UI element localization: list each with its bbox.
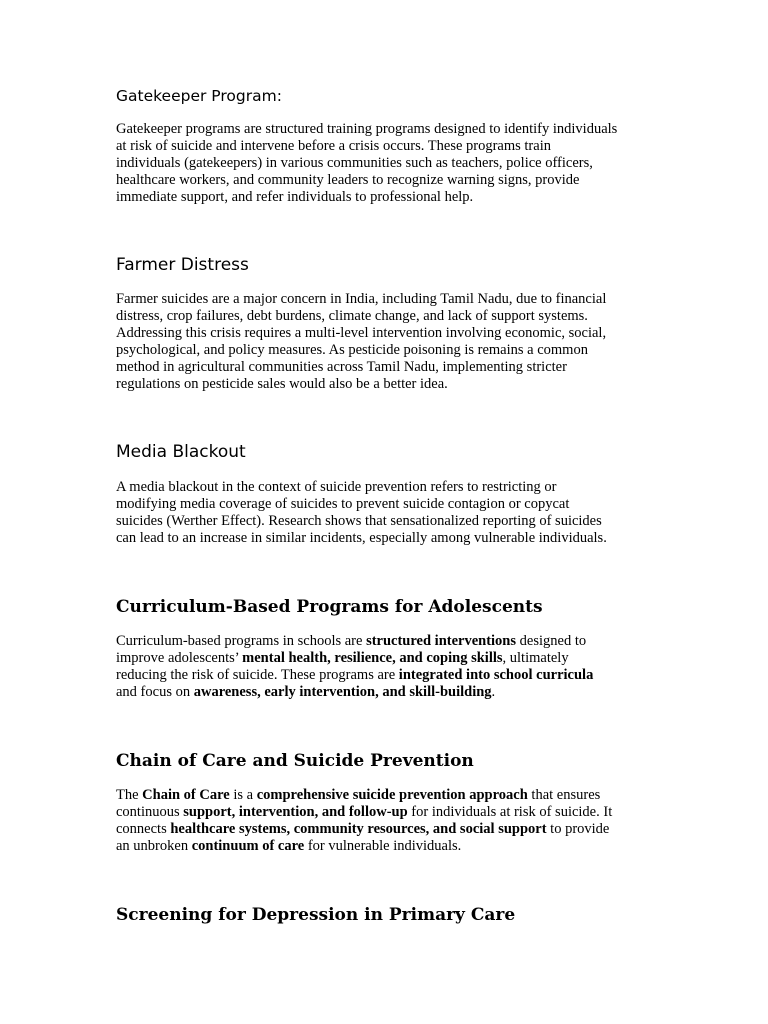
section-paragraph-curriculum-programs <box>116 633 656 701</box>
paragraph-line: healthcare workers, and community leaders to recognize warning signs, provide <box>116 171 580 188</box>
section-paragraph-chain-of-care <box>116 787 656 855</box>
section-heading-curriculum-programs: Curriculum-Based Programs for Adolescents <box>116 597 543 617</box>
paragraph-line: regulations on pesticide sales would also be a better idea. <box>116 375 448 392</box>
paragraph-line: Addressing this crisis requires a multi-level intervention involving economic, social, <box>116 324 607 341</box>
section-heading-farmer-distress: Farmer Distress <box>116 255 249 275</box>
paragraph-line: A media blackout in the context of suicide prevention refers to restricting or <box>116 479 557 495</box>
paragraph-line: psychological, and policy measures. As pesticide poisoning is remains a common <box>116 341 588 358</box>
section-paragraph-farmer-distress <box>116 291 656 392</box>
paragraph-line: and focus on awareness, early intervention, and skill-building. <box>116 683 496 700</box>
paragraph-line: The Chain of Care is a comprehensive suicide prevention approach that ensures <box>116 787 601 803</box>
section-paragraph-gatekeeper <box>116 121 656 206</box>
paragraph-line: Farmer suicides are a major concern in India, including Tamil Nadu, due to financial <box>116 291 607 307</box>
paragraph-line: Gatekeeper programs are structured training programs designed to identify individuals <box>116 121 618 137</box>
paragraph-line: connects healthcare systems, community resources, and social support to provide <box>116 820 610 837</box>
paragraph-line: Curriculum-based programs in schools are structured interventions designed to <box>116 633 587 649</box>
paragraph-line: method in agricultural communities across Tamil Nadu, implementing stricter <box>116 358 567 375</box>
paragraph-line: suicides (Werther Effect). Research shows that sensationalized reporting of suicides <box>116 512 602 529</box>
section-heading-chain-of-care: Chain of Care and Suicide Prevention <box>116 751 474 771</box>
paragraph-line: reducing the risk of suicide. These programs are integrated into school curricula <box>116 666 594 683</box>
section-heading-depression-screening: Screening for Depression in Primary Care <box>116 905 516 925</box>
paragraph-line: modifying media coverage of suicides to prevent suicide contagion or copycat <box>116 495 570 512</box>
paragraph-line: improve adolescents’ mental health, resilience, and coping skills, ultimately <box>116 649 569 666</box>
paragraph-line: at risk of suicide and intervene before a crisis occurs. These programs train <box>116 137 551 154</box>
section-heading-media-blackout: Media Blackout <box>116 442 246 462</box>
paragraph-line: continuous support, intervention, and follow-up for individuals at risk of suicide. It <box>116 803 613 820</box>
paragraph-line: distress, crop failures, debt burdens, climate change, and lack of support systems. <box>116 307 588 324</box>
section-heading-gatekeeper: Gatekeeper Program: <box>116 87 282 105</box>
paragraph-line: individuals (gatekeepers) in various communities such as teachers, police officers, <box>116 154 593 171</box>
paragraph-line: immediate support, and refer individuals to professional help. <box>116 188 474 205</box>
section-paragraph-media-blackout <box>116 479 656 547</box>
paragraph-line: can lead to an increase in similar incidents, especially among vulnerable individuals. <box>116 529 607 546</box>
paragraph-line: an unbroken continuum of care for vulnerable individuals. <box>116 837 462 854</box>
